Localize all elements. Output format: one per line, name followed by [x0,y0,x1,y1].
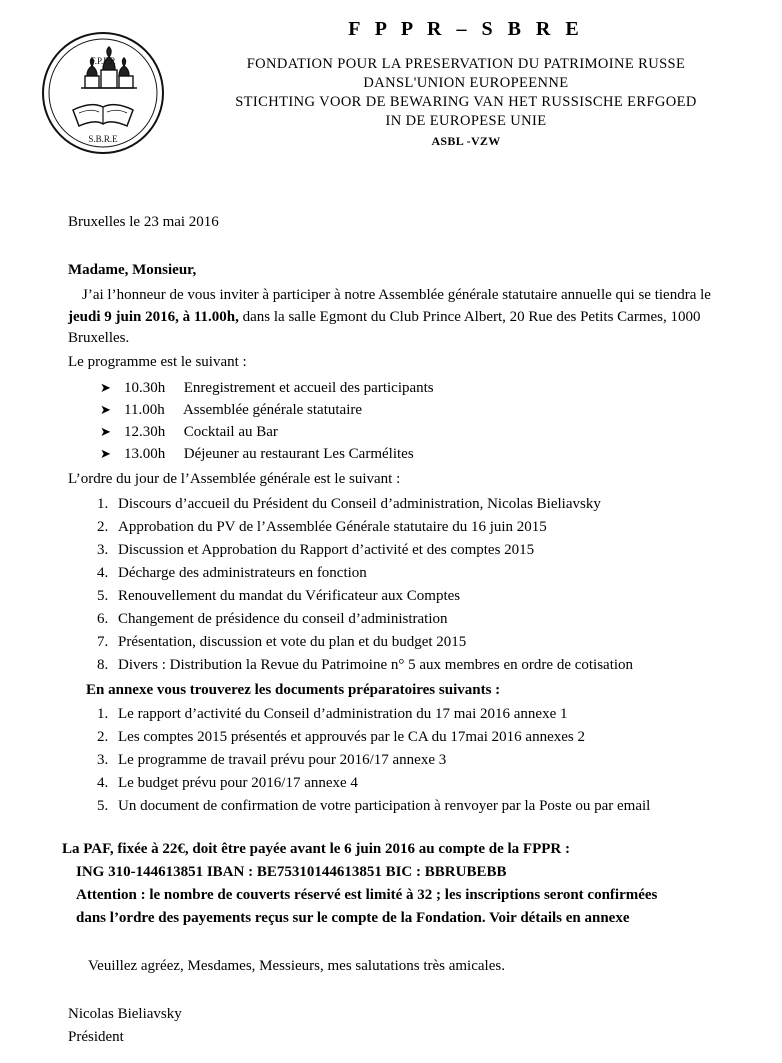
intro-paragraph [68,285,712,350]
schedule-text: Cocktail au Bar [183,424,278,440]
fppr-sbre-logo [40,18,170,168]
list-item: 3. Discussion et Approbation du Rapport d’activité et des comptes 2015 [112,539,712,562]
list-item: 5. Un document de confirmation de votre participation à renvoyer par la Poste ou par email [112,795,712,818]
org-name-fr-line2: DANSL'UNION EUROPEENNE [363,75,569,91]
list-item [100,399,712,421]
list-item: 7. Présentation, discussion et vote du plan et du budget 2015 [112,631,712,654]
signature-name: Nicolas Bieliavsky [68,1005,182,1022]
programme-intro: Le programme est le suivant : [68,353,247,370]
meeting-datetime: jeudi 9 juin 2016, à 11.00h, [68,308,239,325]
org-name-nl-line1: STICHTING VOOR DE BEWARING VAN HET RUSSISCHE ERFGOED [235,94,697,110]
agenda-intro: L’ordre du jour de l’Assemblée générale est le suivant : [68,471,401,487]
list-item: 2. Approbation du PV de l’Assemblée Générale statutaire du 16 juin 2015 [112,516,712,539]
schedule-list [68,377,712,465]
payment-block [62,838,712,930]
list-item: 1. Discours d’accueil du Président du Conseil d’administration, Nicolas Bieliavsky [112,493,712,516]
list-item [100,421,712,443]
schedule-text: Enregistrement et accueil des participants [183,380,434,396]
attention-line-1: Attention : le nombre de couverts réservé est limité à 32 ; les inscriptions seront confirmées [76,887,658,903]
logo-top-text: F.P.P.R [90,56,116,66]
annex-header: En annexe vous trouverez les documents préparatoires suivants : [86,681,501,698]
letter-body [0,212,782,1049]
logo-bottom-text: S.B.R.E [88,134,118,144]
list-item: 3. Le programme de travail prévu pour 2016/17 annexe 3 [112,749,712,772]
letterhead [0,0,782,170]
attention-line-2: dans l’ordre des payements reçus sur le compte de la Fondation. Voir détails en annexe [76,910,630,926]
signature-title: Président [68,1029,124,1045]
schedule-text: Assemblée générale statutaire [182,402,363,418]
schedule-time: 11.00h [124,402,165,418]
list-item: 1. Le rapport d’activité du Conseil d’administration du 17 mai 2016 annexe 1 [112,703,712,726]
list-item: 4. Le budget prévu pour 2016/17 annexe 4 [112,772,712,795]
list-item [100,377,712,399]
list-item: 2. Les comptes 2015 présentés et approuvés par le CA du 17mai 2016 annexes 2 [112,726,712,749]
intro-part1: J’ai l’honneur de vous inviter à participer à notre Assemblée générale statutaire annuelle qui se tiendra le [82,287,711,303]
org-name-fr-line1: FONDATION POUR LA PRESERVATION DU PATRIMOINE RUSSE [246,56,686,72]
schedule-text: Déjeuner au restaurant Les Carmélites [183,446,414,462]
list-item: 8. Divers : Distribution la Revue du Patrimoine n° 5 aux membres en ordre de cotisation [112,654,712,677]
schedule-time: 12.30h [124,424,166,440]
org-legal-form: ASBL -VZW [431,134,501,148]
arrow-bullet-icon: ➤ [100,402,111,417]
logo-graphic [40,18,170,168]
agenda-list [68,493,712,677]
bank-account-line: ING 310-144613851 IBAN : BE75310144613851 BIC : BBRUBEBB [76,864,507,880]
arrow-bullet-icon: ➤ [100,446,111,461]
arrow-bullet-icon: ➤ [100,424,111,439]
annex-list [68,703,712,818]
schedule-time: 13.00h [124,446,166,462]
org-name-nl-line2: IN DE EUROPESE UNIE [385,113,547,129]
intro-part2: dans la salle Egmont du Club Prince Albert, 20 Rue des Petits Carmes, 1000 Bruxelles. [68,308,701,346]
closing-salutation: Veuillez agréez, Mesdames, Messieurs, mes salutations très amicales. [88,958,505,974]
letterhead-text [180,18,752,149]
org-abbreviation: F P P R – S B R E [348,18,584,40]
list-item: 6. Changement de présidence du conseil d’administration [112,608,712,631]
arrow-bullet-icon: ➤ [100,380,111,395]
list-item: 5. Renouvellement du mandat du Vérificateur aux Comptes [112,585,712,608]
salutation: Madame, Monsieur, [68,261,197,278]
schedule-time: 10.30h [124,380,166,396]
list-item: 4. Décharge des administrateurs en fonction [112,562,712,585]
list-item [100,443,712,465]
paf-amount-line: La PAF, fixée à 22€, doit être payée avant le 6 juin 2016 au compte de la FPPR : [62,841,570,857]
date-line: Bruxelles le 23 mai 2016 [68,214,219,230]
